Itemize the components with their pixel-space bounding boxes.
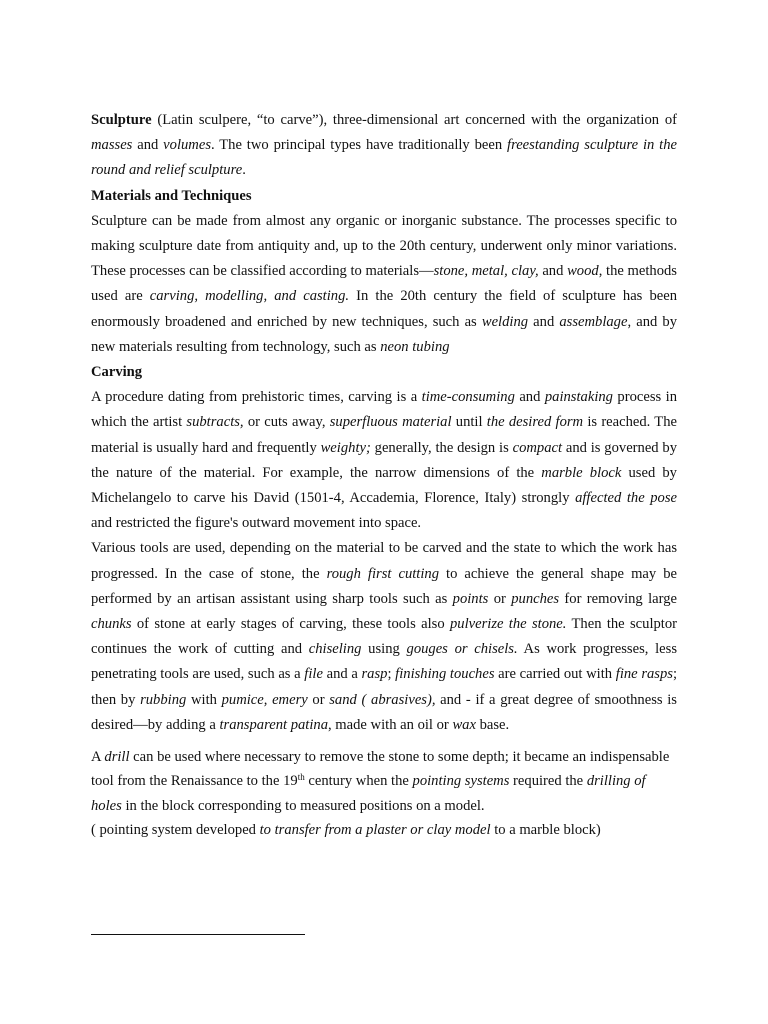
italic-text: neon tubing [380,338,450,355]
text-run: base. [475,716,510,733]
text-run: ; [387,666,396,683]
drill-section [91,745,677,843]
text-run: to achieve the general shape may be performed by an artisan assistant using sharp tools such as [91,565,677,607]
text-run: using [361,641,407,658]
text-run: and [132,137,164,154]
italic-text: rubbing [140,691,187,708]
text-run: ; then by [91,666,678,708]
italic-text: assemblage [559,313,628,330]
superscript-text: th [297,772,305,783]
italic-text: weighty; [320,439,371,456]
carving-heading: Carving [91,364,143,381]
italic-text: the desired form [486,414,584,431]
text-run: required the [509,773,587,790]
italic-text: drill [104,749,130,766]
materials-heading: Materials and Techniques [91,187,252,204]
tools-paragraph [91,536,677,738]
intro-paragraph [91,108,677,184]
italic-text: rasp [361,666,388,683]
text-run: can be used where necessary to remove the stone to some depth; it became an indispensable tool from the Renaissance to the 19 [91,749,670,790]
italic-text: carving, modelling, and casting. [149,288,350,305]
italic-text: affected the pose [575,490,677,507]
text-run: A [91,749,105,766]
italic-text: wood [567,263,599,280]
italic-text: transparent patina [219,716,328,733]
italic-text: file [304,666,323,683]
text-run: . [242,162,246,179]
text-run: and a [322,666,362,683]
text-run: of stone at early stages of carving, these tools also [131,616,450,633]
italic-text: wax [452,716,476,733]
text-run: Sculpture can be made from almost any organic or inorganic substance. The processes specific to making sculpture date from antiquity and, up to the 20th century, underwent only minor variations. These processes can be classified according to materials— [91,212,677,280]
italic-text: welding [481,313,529,330]
italic-text: to transfer from a plaster or clay model [259,822,491,839]
italic-text: subtracts, [186,414,244,431]
italic-text: drilling of holes [91,773,646,814]
italic-text: superfluous material [329,414,452,431]
text-run: is reached. The material is usually hard and frequently [91,414,677,456]
italic-text: masses [91,137,133,154]
footnote-separator [91,934,305,935]
text-run: A procedure dating from prehistoric times, carving is a [91,389,422,406]
text-run: , the methods used are [91,263,677,305]
text-run: used by Michelangelo to carve his David (1501-4, Accademia, Florence, Italy) strongly [91,464,677,507]
text-run: ( pointing system developed [91,822,260,839]
italic-text: chiseling [308,641,362,658]
text-run: in the block corresponding to measured positions on a model. [121,797,485,814]
italic-text: compact [512,439,563,456]
italic-text: finishing touches [395,666,495,683]
italic-text: pumice, emery [221,691,308,708]
text-run: and [514,389,545,406]
italic-text: gouges or chisels. [406,641,518,658]
text-run: or cuts away, [243,414,330,431]
italic-text: rough first cutting [326,565,440,582]
italic-text: pulverize the stone. [449,616,567,633]
text-run: As work progresses, less penetrating tools are used, such as a [91,641,677,683]
italic-text: points [452,590,489,607]
italic-text: freestanding sculpture in the round and relief sculpture [91,137,677,179]
italic-text: stone, metal, clay, [433,263,539,280]
text-run: , and by new materials resulting from technology, such as [91,313,677,355]
italic-text: pointing systems [412,773,510,790]
text-run: and is governed by the nature of the material. For example, the narrow dimensions of the [91,439,678,481]
text-run: Then the sculptor continues the work of cutting and [91,616,678,658]
text-run: or [307,691,330,708]
text-run: and - if a great degree of smoothness is desired—by adding a [91,691,677,733]
italic-text: volumes [163,137,211,154]
document-body [91,108,677,843]
text-run: and restricted the figure's outward movement into space. [91,515,422,532]
italic-text: chunks [91,616,132,633]
text-run: Various tools are used, depending on the material to be carved and the state to which the work has progressed. In the case of stone, the [91,540,677,582]
italic-text: marble block [541,464,622,481]
text-run: are carried out with [494,666,616,683]
text-run: process in which the artist [91,389,677,431]
text-run: for removing large [559,590,677,607]
bold-text: Sculpture [91,112,152,128]
italic-text: fine rasps [615,666,673,683]
italic-text: painstaking [544,389,613,406]
italic-text: time-consuming [421,389,515,406]
italic-text: punches [511,590,560,607]
text-run: with [186,691,222,708]
text-run: (Latin sculpere, “to carve”), three-dimensional art concerned with the organization of [151,112,677,128]
pointing-system-note [91,818,677,842]
drill-paragraph [91,745,677,818]
text-run: or [488,590,512,607]
text-run: century when the [304,773,413,790]
text-run: to a marble block) [490,822,601,839]
text-run: , made with an oil or [328,716,453,733]
text-run: In the 20th century the field of sculpture has been enormously broadened and enriched by new techniques, such as [91,288,677,330]
text-run: and [538,263,568,280]
text-run: generally, the design is [370,439,513,456]
italic-text: sand ( abrasives), [329,691,436,708]
text-run: until [451,414,487,431]
text-run: . The two principal types have traditionally been [211,137,508,154]
text-run: and [528,313,560,330]
materials-paragraph [91,209,677,360]
carving-paragraph [91,385,677,536]
